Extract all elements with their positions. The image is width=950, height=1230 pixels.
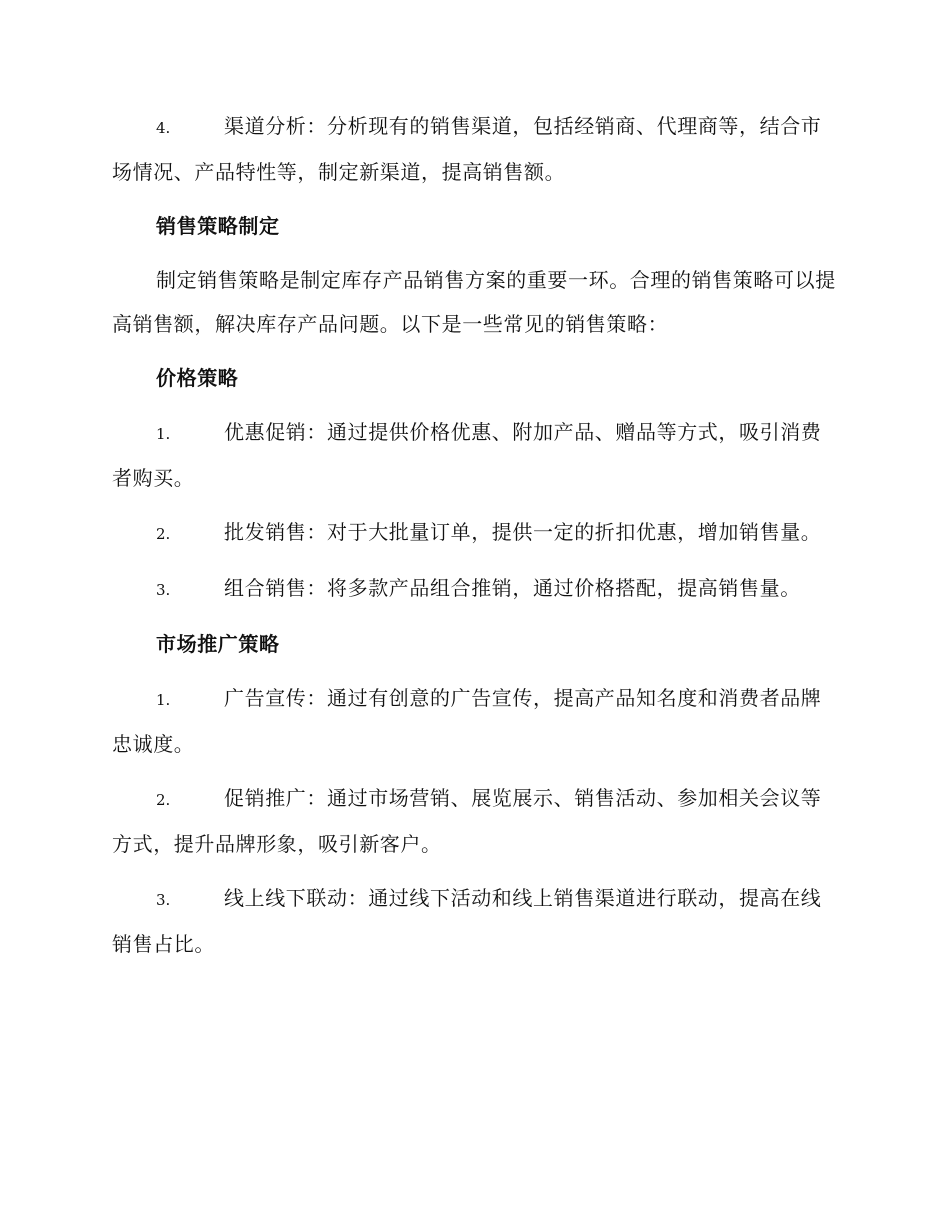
section-heading-marketing-strategy: 市场推广策略	[156, 632, 280, 656]
list-item-text: 促销推广：通过市场营销、展览展示、销售活动、参加相关会议等方式，提升品牌形象，吸引新客户。	[112, 786, 822, 856]
list-number: 4.	[156, 119, 171, 137]
list-item-text: 优惠促销：通过提供价格优惠、附加产品、赠品等方式，吸引消费者购买。	[112, 420, 822, 490]
list-number: 3.	[156, 581, 171, 599]
list-item-text: 线上线下联动：通过线下活动和线上销售渠道进行联动，提高在线销售占比。	[112, 886, 822, 956]
section-heading-price-strategy: 价格策略	[156, 366, 239, 390]
list-number: 2.	[156, 525, 171, 543]
list-item-promotion	[112, 776, 838, 866]
list-item-text: 渠道分析：分析现有的销售渠道，包括经销商、代理商等，结合市场情况、产品特性等，制定新渠道，提高销售额。	[112, 114, 822, 184]
list-item-text: 组合销售：将多款产品组合推销，通过价格搭配，提高销售量。	[224, 576, 801, 600]
section-heading-sales-strategy: 销售策略制定	[156, 214, 280, 238]
list-item-advertising	[112, 676, 838, 766]
list-item-bundle-sales	[112, 566, 838, 612]
list-number: 1.	[156, 425, 171, 443]
list-number: 3.	[156, 891, 171, 909]
list-number: 2.	[156, 791, 171, 809]
document-body	[112, 104, 838, 976]
list-number: 1.	[156, 691, 171, 709]
intro-paragraph: 制定销售策略是制定库存产品销售方案的重要一环。合理的销售策略可以提高销售额，解决库存产品问题。以下是一些常见的销售策略：	[112, 268, 836, 336]
list-item-channel-analysis	[112, 104, 838, 194]
list-item-text: 广告宣传：通过有创意的广告宣传，提高产品知名度和消费者品牌忠诚度。	[112, 686, 822, 756]
list-item-online-offline	[112, 876, 838, 966]
list-item-discount-promotion	[112, 410, 838, 500]
list-item-wholesale	[112, 510, 838, 556]
list-item-text: 批发销售：对于大批量订单，提供一定的折扣优惠，增加销售量。	[224, 520, 822, 544]
